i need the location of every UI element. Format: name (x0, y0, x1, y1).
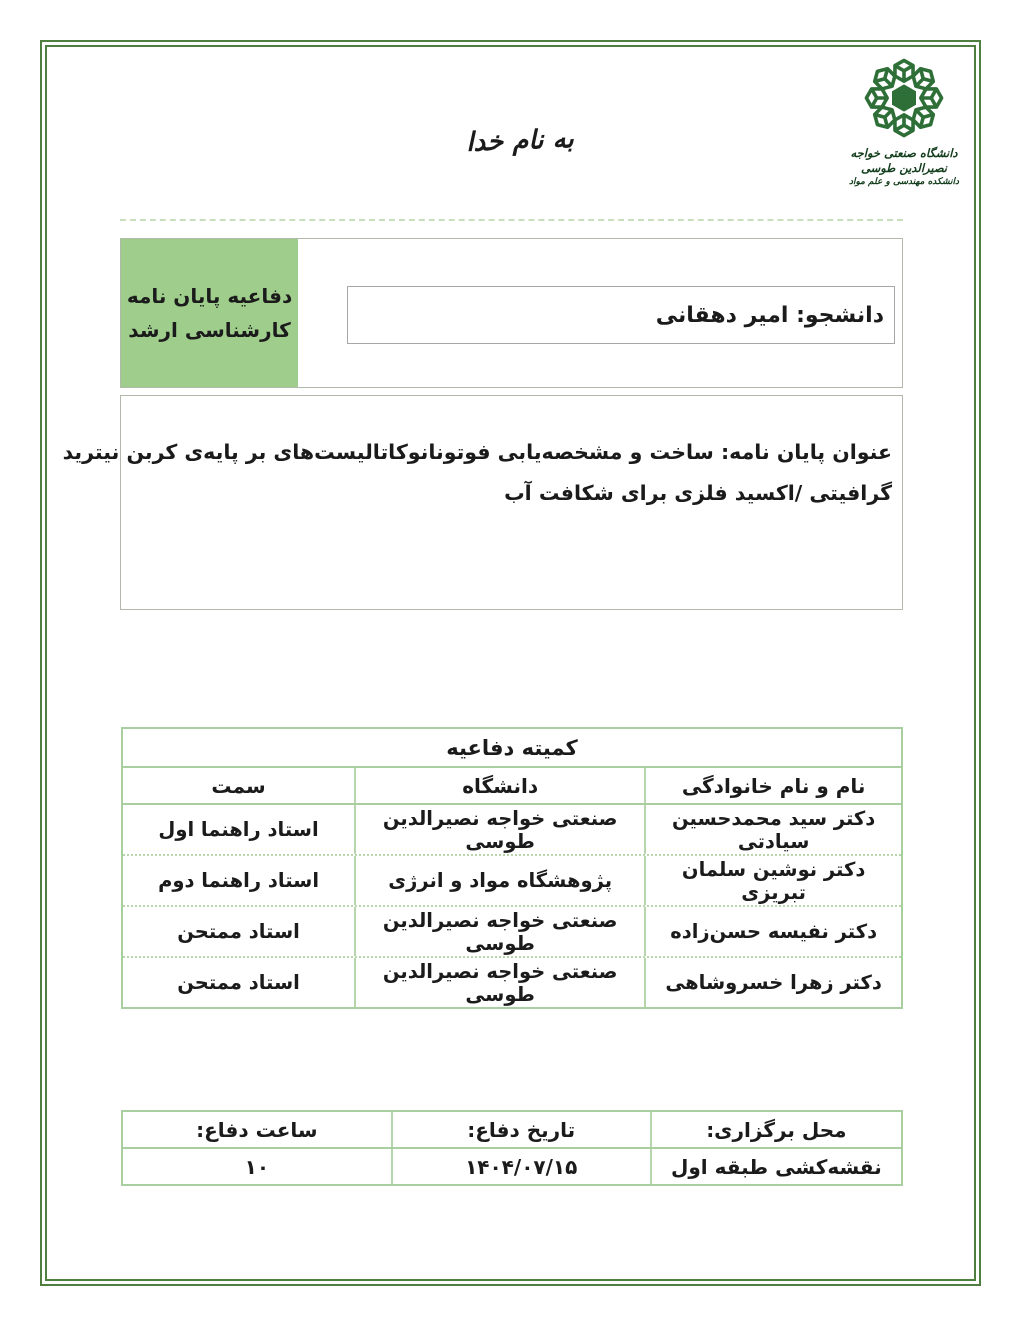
thesis-title-line1: عنوان پایان نامه: ساخت و مشخصه‌یابی فوتونانوکاتالیست‌های بر پایه‌ی کربن نیترید (62, 440, 892, 464)
member-role: استاد راهنما دوم (158, 869, 320, 892)
committee-table (121, 727, 903, 1009)
header-row (120, 238, 903, 388)
member-university: صنعتی خواجه نصیرالدین طوسی (354, 805, 644, 854)
member-name: دکتر سید محمدحسین سیادتی (644, 805, 901, 854)
student-name-box (347, 286, 895, 344)
time-value: ۱۰ (244, 1154, 270, 1179)
session-header-row (123, 1112, 901, 1149)
session-value-row (123, 1149, 901, 1184)
bismillah-calligraphy: به نام خدا (465, 124, 575, 158)
defense-type-line1: دفاعیه پایان نامه (126, 284, 293, 308)
venue-label: محل برگزاری: (650, 1112, 901, 1147)
member-name: دکتر نوشین سلمان تبریزی (644, 856, 901, 905)
committee-table-title: کمیته دفاعیه (123, 729, 901, 768)
university-name: دانشگاه صنعتی خواجه نصیرالدین طوسی (850, 146, 958, 175)
defense-type-line2: کارشناسی ارشد (128, 318, 291, 342)
col-header-role: سمت (211, 773, 266, 798)
university-logo-icon (848, 50, 960, 146)
faculty-name: دانشکده مهندسی و علم مواد (848, 177, 960, 187)
university-logo (826, 50, 982, 189)
committee-row (123, 805, 901, 856)
date-value: ۱۴۰۴/۰۷/۱۵ (391, 1149, 650, 1184)
committee-row (123, 856, 901, 907)
committee-row (123, 958, 901, 1007)
committee-row (123, 907, 901, 958)
venue-value: نقشه‌کشی طبقه اول (650, 1149, 901, 1184)
student-name: دانشجو: امیر دهقانی (655, 302, 884, 328)
date-label: تاریخ دفاع: (391, 1112, 650, 1147)
member-role: استاد راهنما اول (158, 818, 319, 841)
member-university: پژوهشگاه مواد و انرژی (354, 856, 644, 905)
page-border-frame (40, 40, 981, 1286)
member-university: صنعتی خواجه نصیرالدین طوسی (354, 958, 644, 1007)
session-info-table (121, 1110, 903, 1186)
time-label: ساعت دفاع: (196, 1117, 318, 1142)
member-role: استاد ممتحن (177, 920, 300, 943)
member-name: دکتر نفیسه حسن‌زاده (644, 907, 901, 956)
member-role: استاد ممتحن (177, 971, 300, 994)
thesis-title-box (62, 395, 903, 610)
defense-type-cell (121, 239, 298, 387)
col-header-name: نام و نام خانوادگی (644, 768, 901, 803)
member-name: دکتر زهرا خسروشاهی (644, 958, 901, 1007)
committee-header-row (123, 768, 901, 805)
thesis-title-line2: گرافیتی /اکسید فلزی برای شکافت آب (504, 481, 892, 505)
member-university: صنعتی خواجه نصیرالدین طوسی (354, 907, 644, 956)
top-dashed-divider (120, 219, 903, 221)
col-header-university: دانشگاه (354, 768, 644, 803)
